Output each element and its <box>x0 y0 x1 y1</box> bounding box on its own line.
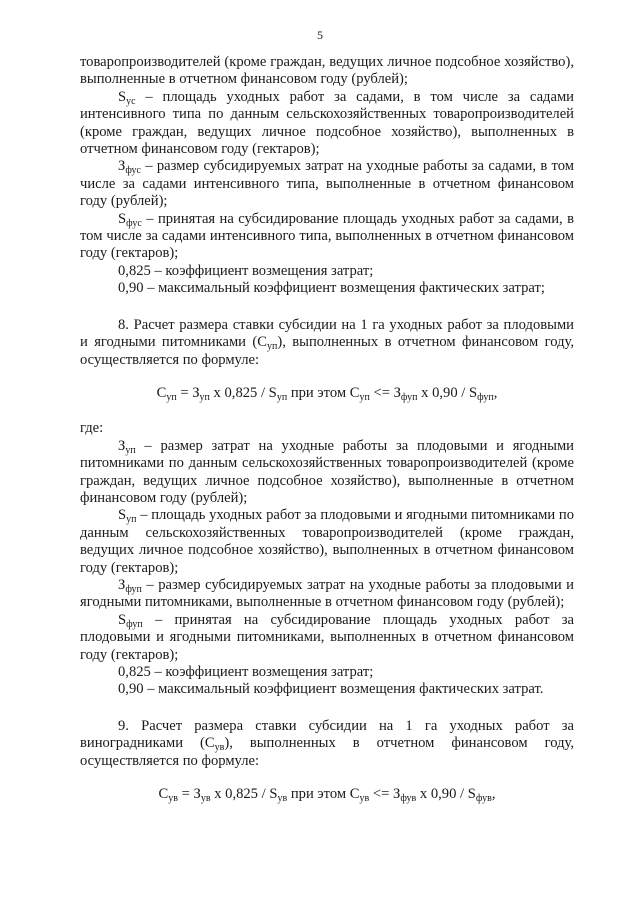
paragraph <box>80 280 574 297</box>
paragraph <box>80 54 574 89</box>
text-run: – размер субсидируемых затрат на уходные работы за плодовыми и ягодными питомниками, выполненные в отчетном финансовом году (рублей); <box>80 576 574 611</box>
text-run: 0,90 – максимальный коэффициент возмещения фактических затрат. <box>118 681 544 698</box>
paragraph <box>80 263 574 280</box>
text-run: товаропроизводителей (кроме граждан, ведущих личное подсобное хозяйство), выполненные в отчетном финансовом году (рублей); <box>80 54 574 88</box>
subscript: уп <box>359 391 370 403</box>
text-run: , <box>493 384 498 401</box>
text-run: x 0,825 / S <box>209 384 277 401</box>
subscript: фув <box>475 793 492 805</box>
paragraph <box>80 317 574 369</box>
text-run: – принятая на субсидирование площадь уходных работ за плодовыми и ягодными питомниками, выполненных в отчетном финансовом году (гектаров); <box>80 611 574 663</box>
text-run: ), выполненных в отчетном финансовом году, осуществляется по формуле: <box>80 735 575 769</box>
text-run: x 0,825 / S <box>210 786 278 803</box>
formula <box>80 786 574 803</box>
paragraph <box>80 211 574 263</box>
paragraph <box>80 420 574 437</box>
text-run: – размер субсидируемых затрат на уходные работы за садами, в том числе за садами интенсивного типа, выполненные в отчетном финансовом году (рублей); <box>80 158 574 210</box>
paragraph <box>80 89 574 159</box>
subscript: фуп <box>400 391 418 403</box>
text-run: ), выполненных в отчетном финансовом году, осуществляется по формуле: <box>80 334 574 368</box>
subscript: уп <box>125 444 136 456</box>
paragraph <box>80 158 574 210</box>
text-run: 0,825 – коэффициент возмещения затрат; <box>118 262 374 279</box>
subscript: уп <box>266 341 278 353</box>
text-run: x 0,90 / S <box>417 384 478 401</box>
subscript: уп <box>199 391 210 403</box>
text-run: – площадь уходных работ за плодовыми и ягодными питомниками по данным сельскохозяйственных товаропроизводителей (кроме граждан, ведущих личное подсобное хозяйство), выполненных в отчетном финансовом году (гектаров); <box>80 507 574 576</box>
text-run: <= З <box>369 384 401 401</box>
text-run: 8. Расчет размера ставки субсидии на 1 га уходных работ за плодовыми и ягодными питомниками (С <box>80 316 574 351</box>
paragraph <box>80 507 574 577</box>
subscript: ув <box>359 793 370 805</box>
paragraph <box>80 577 574 612</box>
text-run: 9. Расчет размера ставки субсидии на 1 га уходных работ за виноградниками (С <box>80 717 574 752</box>
subscript: уп <box>126 514 137 526</box>
paragraph <box>80 718 574 770</box>
paragraph <box>80 438 574 508</box>
text-run: x 0,90 / S <box>416 786 476 803</box>
text-run: 0,825 – коэффициент возмещения затрат; <box>118 664 374 680</box>
text-run: = З <box>176 384 200 401</box>
text-run: при этом С <box>287 786 360 803</box>
subscript: фуп <box>125 583 142 595</box>
subscript: ув <box>277 793 288 805</box>
document-body <box>80 54 574 821</box>
text-run: S <box>118 507 127 524</box>
text-run: – размер затрат на уходные работы за плодовыми и ягодными питомниками по данным сельскохозяйственных товаропроизводителей (кроме граждан, ведущих личное подсобное хозяйство), выполненные в отчетном финансовом году (рублей); <box>80 437 574 506</box>
subscript: ув <box>200 793 211 805</box>
text-run: S <box>118 611 127 628</box>
page-number: 5 <box>317 28 323 42</box>
subscript: ув <box>168 793 178 805</box>
paragraph <box>80 681 574 698</box>
text-run: З <box>118 576 126 593</box>
paragraph <box>80 612 574 664</box>
text-run: <= З <box>369 786 401 803</box>
paragraph <box>80 664 574 681</box>
subscript: фус <box>126 217 142 229</box>
text-run: З <box>118 437 126 454</box>
text-run: S <box>118 88 127 105</box>
text-run: где: <box>80 420 104 437</box>
text-run: при этом С <box>287 384 360 401</box>
subscript: фув <box>400 793 417 805</box>
text-run: С <box>156 384 167 401</box>
formula <box>80 385 574 402</box>
subscript: уп <box>276 391 288 403</box>
subscript: ус <box>126 95 136 107</box>
subscript: уп <box>166 391 177 403</box>
text-run: S <box>118 210 127 227</box>
text-run: – площадь уходных работ за садами, в том числе за садами интенсивного типа по данным сельскохозяйственных товаропроизводителей (кроме граждан, ведущих личное подсобное хозяйство), выполненных в отчетном финансовом году (гектаров); <box>80 88 574 158</box>
text-run: 0,90 – максимальный коэффициент возмещения фактических затрат; <box>118 280 545 297</box>
text-run: С <box>158 786 169 803</box>
text-run: , <box>491 786 496 803</box>
subscript: ув <box>214 742 225 754</box>
text-run: – принятая на субсидирование площадь уходных работ за садами, в том числе за садами интенсивного типа, выполненных в отчетном финансовом году (гектаров); <box>80 210 574 262</box>
subscript: фус <box>125 165 141 177</box>
text-run: = З <box>177 786 201 803</box>
subscript: фуп <box>126 618 143 630</box>
subscript: фуп <box>477 391 494 403</box>
text-run: З <box>118 158 126 175</box>
